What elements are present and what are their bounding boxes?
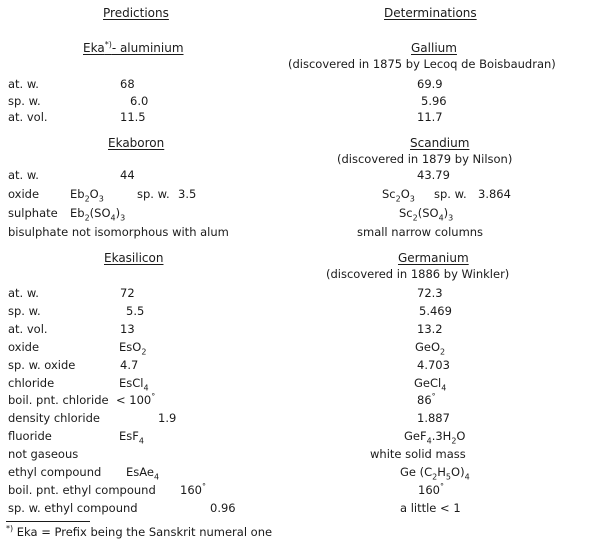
determination-value: white solid mass (370, 447, 466, 461)
scandium-discovery: (discovered in 1879 by Nilson) (337, 152, 513, 166)
scandium-title: Scandium (410, 136, 470, 150)
footnote-divider (6, 521, 90, 522)
prediction-value: 11.5 (120, 110, 146, 124)
prediction-value: 3.5 (178, 187, 197, 201)
determination-value: 69.9 (417, 77, 443, 91)
prediction-value: 44 (120, 168, 135, 182)
prediction-value: < 100° (116, 392, 156, 407)
prediction-value: 160° (180, 482, 206, 497)
prediction-value: 72 (120, 286, 135, 300)
determination-value: 4.703 (417, 358, 450, 372)
prediction-formula: $Eb_2O_3$ (70, 187, 104, 204)
row-label: oxide (8, 187, 40, 201)
determination-formula: Ge $(C_2H_5O)_4$ (400, 465, 470, 482)
determination-value: 72.3 (417, 286, 443, 300)
row-label: bisulphate not isomorphous with alum (8, 225, 229, 239)
determination-formula: $GeF_4.3H_2O$ (404, 429, 466, 446)
footnote: *) Eka = Prefix being the Sanskrit numeral one (6, 524, 273, 539)
germanium-discovery: (discovered in 1886 by Winkler) (326, 267, 510, 281)
determination-value: a little < 1 (400, 501, 461, 515)
determination-value: 5.96 (421, 94, 447, 108)
ekasilicon-title: Ekasilicon (104, 251, 164, 265)
determination-value: 11.7 (417, 110, 443, 124)
row-label: at. vol. (8, 110, 48, 124)
prediction-formula: EsF$_4$ (119, 429, 144, 446)
row-label: sp. w. ethyl compound (8, 501, 138, 515)
determination-value: 160° (418, 482, 444, 497)
determination-value: 3.864 (478, 187, 511, 201)
row-label: boil. pnt. chloride (8, 393, 109, 407)
prediction-value: 1.9 (158, 411, 177, 425)
row-label: sp. w. (8, 94, 41, 108)
row-label: at. vol. (8, 322, 48, 336)
prediction-value: 0.96 (210, 501, 236, 515)
row-label: at. w. (8, 286, 39, 300)
row-label: not gaseous (8, 447, 79, 461)
row-label: chloride (8, 376, 55, 390)
prediction-value: 13 (120, 322, 135, 336)
determination-formula: $Sc_2(SO_4)_3$ (399, 206, 454, 223)
gallium-title: Gallium (411, 41, 457, 55)
prediction-formula: $Eb_2(SO_4)_3$ (70, 206, 126, 223)
row-label: at. w. (8, 168, 39, 182)
gallium-discovery: (discovered in 1875 by Lecoq de Boisbaudran) (288, 57, 556, 71)
determination-value: 43.79 (417, 168, 450, 182)
prediction-formula: EsCl$_4$ (119, 376, 149, 393)
determination-value: 86° (417, 392, 436, 407)
row-label: sulphate (8, 206, 58, 220)
determination-formula: GeO$_2$ (415, 340, 446, 357)
determination-value: 5.469 (419, 304, 452, 318)
row-label: fluoride (8, 429, 52, 443)
prediction-spw-label: sp. w. (137, 187, 170, 201)
determination-value: 1.887 (417, 411, 450, 425)
germanium-title: Germanium (398, 251, 469, 265)
predictions-header: Predictions (103, 6, 169, 20)
determination-value: small narrow columns (357, 225, 484, 239)
determinations-header: Determinations (384, 6, 477, 20)
row-label: ethyl compound (8, 465, 102, 479)
prediction-value: 68 (120, 77, 135, 91)
determination-value: 13.2 (417, 322, 443, 336)
row-label: oxide (8, 340, 40, 354)
prediction-formula: EsAe$_4$ (126, 465, 160, 482)
determination-formula: $Sc_2O_3$ (382, 187, 415, 204)
determination-spw-label: sp. w. (434, 187, 467, 201)
prediction-formula: EsO$_2$ (119, 340, 147, 357)
eka-aluminium-title: Eka*)- aluminium (83, 40, 184, 55)
row-label: sp. w. oxide (8, 358, 76, 372)
prediction-value: 4.7 (120, 358, 139, 372)
row-label: at. w. (8, 77, 39, 91)
row-label: boil. pnt. ethyl compound (8, 483, 156, 497)
row-label: density chloride (8, 411, 100, 425)
prediction-value: 6.0 (130, 94, 149, 108)
prediction-value: 5.5 (126, 304, 145, 318)
row-label: sp. w. (8, 304, 41, 318)
determination-formula: GeCl$_4$ (414, 376, 447, 393)
ekaboron-title: Ekaboron (108, 136, 165, 150)
